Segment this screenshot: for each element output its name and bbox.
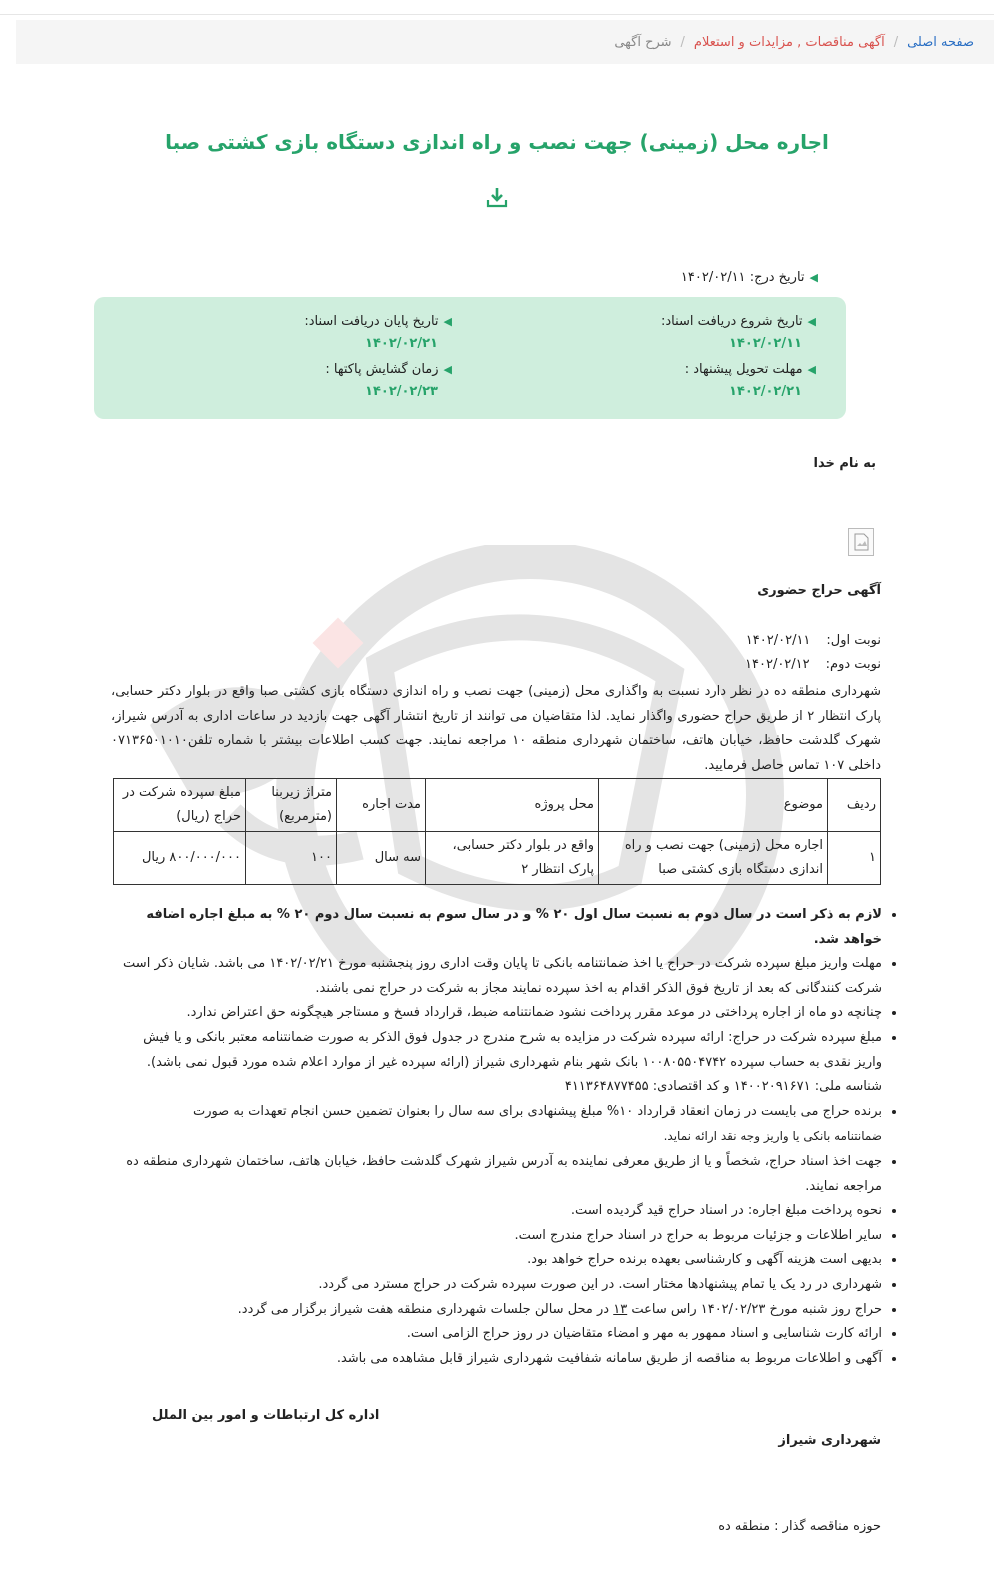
column-header: متراژ زیربنا (مترمربع)	[246, 779, 337, 832]
column-header: ردیف	[828, 779, 881, 832]
broken-image-icon	[848, 528, 874, 556]
table-cell: سه سال	[337, 832, 426, 885]
table-cell: ۸۰۰/۰۰۰/۰۰۰ ریال	[114, 832, 246, 885]
table-cell: اجاره محل (زمینی) جهت نصب و راه اندازی دستگاه بازی کشتی صبا	[599, 832, 828, 885]
column-header: مدت اجاره	[337, 779, 426, 832]
opening-date-label: زمان گشایش پاکتها :	[325, 362, 439, 377]
list-item: • لازم به ذکر است در سال دوم به نسبت سال اول ۲۰ % و در سال سوم به نسبت سال دوم ۲۰ % به مبلغ اجاره اضافه خواهد شد.	[112, 903, 882, 952]
auction-title: آگهی حراج حضوری	[757, 583, 881, 598]
end-date-label: تاریخ پایان دریافت اسناد:	[304, 314, 439, 329]
second-turn-value: ۱۴۰۲/۰۲/۱۲	[745, 657, 810, 672]
start-date-value: ۱۴۰۲/۰۲/۱۱	[729, 336, 802, 351]
posted-date-value: ۱۴۰۲/۰۲/۱۱	[680, 270, 746, 285]
list-item: • نحوه پرداخت مبلغ اجاره: در اسناد حراج قید گردیده است.	[112, 1199, 882, 1224]
breadcrumb-separator: /	[680, 34, 685, 50]
bullet-arrow-icon: ◀	[807, 363, 816, 376]
page-title: اجاره محل (زمینی) جهت نصب و راه اندازی دستگاه بازی کشتی صبا	[165, 130, 829, 154]
conditions-list	[112, 903, 894, 1371]
table-cell: واقع در بلوار دکتر حسابی، پارک انتظار ۲	[426, 832, 599, 885]
municipality-signature: شهرداری شیراز	[778, 1433, 881, 1448]
posted-date-label: تاریخ درج:	[749, 270, 805, 285]
auction-hour: ۱۳	[613, 1301, 628, 1317]
list-item: • مبلغ سپرده شرکت در حراج: ارائه سپرده شرکت در مزایده به شرح مندرج در جدول فوق الذکر به صورت ضمانتنامه معتبر بانکی و یا فیش واریز نقدی به حساب سپرده ۱۰۰۸۰۵۵۰۴۷۴۲ بانک شهر بنام شهرداری شیراز (ارائه سپرده غیر از موارد اعلام شده مورد قبول نمی باشد). شناسه ملی: ۱۴۰۰۲۰۹۱۶۷۱ و کد اقتصادی: ۴۱۱۳۶۴۸۷۷۴۵۵	[112, 1026, 882, 1100]
list-item-text: حراج روز شنبه مورخ ۱۴۰۲/۰۲/۲۳ راس ساعت	[627, 1301, 882, 1317]
list-item: • آگهی و اطلاعات مربوط به مناقصه از طریق سامانه شفافیت شهرداری شیراز قابل مشاهده می باشد.	[112, 1347, 882, 1372]
bullet-arrow-icon: ◀	[807, 315, 816, 328]
breadcrumb-category-link[interactable]: آگهی مناقصات , مزایدات و استعلام	[693, 34, 885, 50]
bullet-arrow-icon: ◀	[809, 271, 818, 284]
tender-table	[113, 778, 881, 885]
list-item: • جهت اخذ اسناد حراج، شخصاً و یا از طریق معرفی نماینده به آدرس شیراز شهرک گلدشت حافظ، خیابان هاتف، ساختمان شهرداری منطقه ده مراجعه نمایند.	[112, 1150, 882, 1199]
bullet-arrow-icon: ◀	[443, 363, 452, 376]
end-date-value: ۱۴۰۲/۰۲/۲۱	[365, 336, 438, 351]
breadcrumb-current: شرح آگهی	[614, 34, 672, 50]
list-item-text: برنده حراج می بایست در زمان انعقاد قرارداد ۱۰% مبلغ پیشنهادی برای سه سال را بعنوان تضمین حسن انجام تعهدات به صورت	[192, 1103, 882, 1119]
table-row	[114, 832, 881, 885]
table-cell: ۱	[828, 832, 881, 885]
list-item	[112, 1100, 882, 1150]
bullet-arrow-icon: ◀	[443, 315, 452, 328]
intro-paragraph: شهرداری منطقه ده در نظر دارد نسبت به واگذاری محل (زمینی) جهت نصب و راه اندازی دستگاه بازی کشتی صبا واقع در بلوار دکتر حسابی، پارک انتظار ۲ از طریق حراج حضوری واگذار نماید. لذا متقاضیان می توانند از تاریخ انتشار آگهی جهت بازدید در ساعات اداری به آدرس شیراز، شهرک گلدشت حافظ، خیابان هاتف، ساختمان شهرداری منطقه ۱۰ مراجعه نمایند. جهت کسب اطلاعات بیشتر با شماره تلفن۰۷۱۳۶۵۰۱۰۱۰ داخلی ۱۰۷ تماس حاصل فرمایید.	[111, 684, 881, 773]
table-cell: ۱۰۰	[246, 832, 337, 885]
table-header-row	[114, 779, 881, 832]
list-item: • سایر اطلاعات و جزئیات مربوط به حراج در اسناد حراج مندرج است.	[112, 1224, 882, 1249]
second-turn	[745, 657, 881, 672]
breadcrumb-separator: /	[893, 34, 899, 50]
deadline-date-value: ۱۴۰۲/۰۲/۲۱	[729, 384, 802, 399]
column-header: موضوع	[599, 779, 828, 832]
first-turn-label: نوبت اول:	[826, 633, 881, 648]
deadline-date-label: مهلت تحویل پیشنهاد :	[684, 362, 803, 377]
tender-zone: حوزه مناقصه گذار : منطقه ده	[718, 1519, 881, 1534]
list-item	[112, 1298, 882, 1323]
list-item: • بدیهی است هزینه آگهی و کارشناسی بعهده برنده حراج خواهد بود.	[112, 1248, 882, 1273]
first-turn-value: ۱۴۰۲/۰۲/۱۱	[745, 633, 811, 648]
list-item-text: ضمانتنامه بانکی یا واریز وجه نقد ارائه نماید.	[663, 1129, 882, 1144]
list-item: • مهلت واریز مبلغ سپرده شرکت در حراج یا اخذ ضمانتنامه بانکی تا پایان وقت اداری روز پنجشنبه مورخ ۱۴۰۲/۰۲/۲۱ می باشد. شایان ذکر است شرکت کنندگانی که بعد از تاریخ فوق الذکر اقدام به اخذ سپرده نمایند مجاز به شرکت در حراج نمی باشند.	[112, 952, 882, 1001]
column-header: محل پروژه	[426, 779, 599, 832]
department-signature: اداره کل ارتباطات و امور بین الملل	[152, 1408, 380, 1423]
list-item-text: در محل سالن جلسات شهرداری منطقه هفت شیراز برگزار می گردد.	[237, 1301, 614, 1317]
opening-date-value: ۱۴۰۲/۰۲/۲۳	[365, 384, 438, 399]
breadcrumb-home-link[interactable]: صفحه اصلی	[907, 34, 974, 50]
list-item: • ارائه کارت شناسایی و اسناد ممهور به مهر و امضاء متقاضیان در روز حراج الزامی است.	[112, 1322, 882, 1347]
list-item: • شهرداری در رد یک یا تمام پیشنهادها مختار است. در این صورت سپرده شرکت در حراج مسترد می گردد.	[112, 1273, 882, 1298]
second-turn-label: نوبت دوم:	[825, 657, 881, 672]
first-turn	[746, 633, 881, 648]
list-item: • چنانچه دو ماه از اجاره پرداختی در موعد مقرر پرداخت نشود ضمانتنامه ضبط، قرارداد فسخ و مستاجر هیچگونه حق اعتراض ندارد.	[112, 1001, 882, 1026]
start-date-label: تاریخ شروع دریافت اسناد:	[660, 314, 803, 329]
bismillah: به نام خدا	[813, 456, 876, 471]
column-header: مبلغ سپرده شرکت در حراج (ریال)	[114, 779, 246, 832]
